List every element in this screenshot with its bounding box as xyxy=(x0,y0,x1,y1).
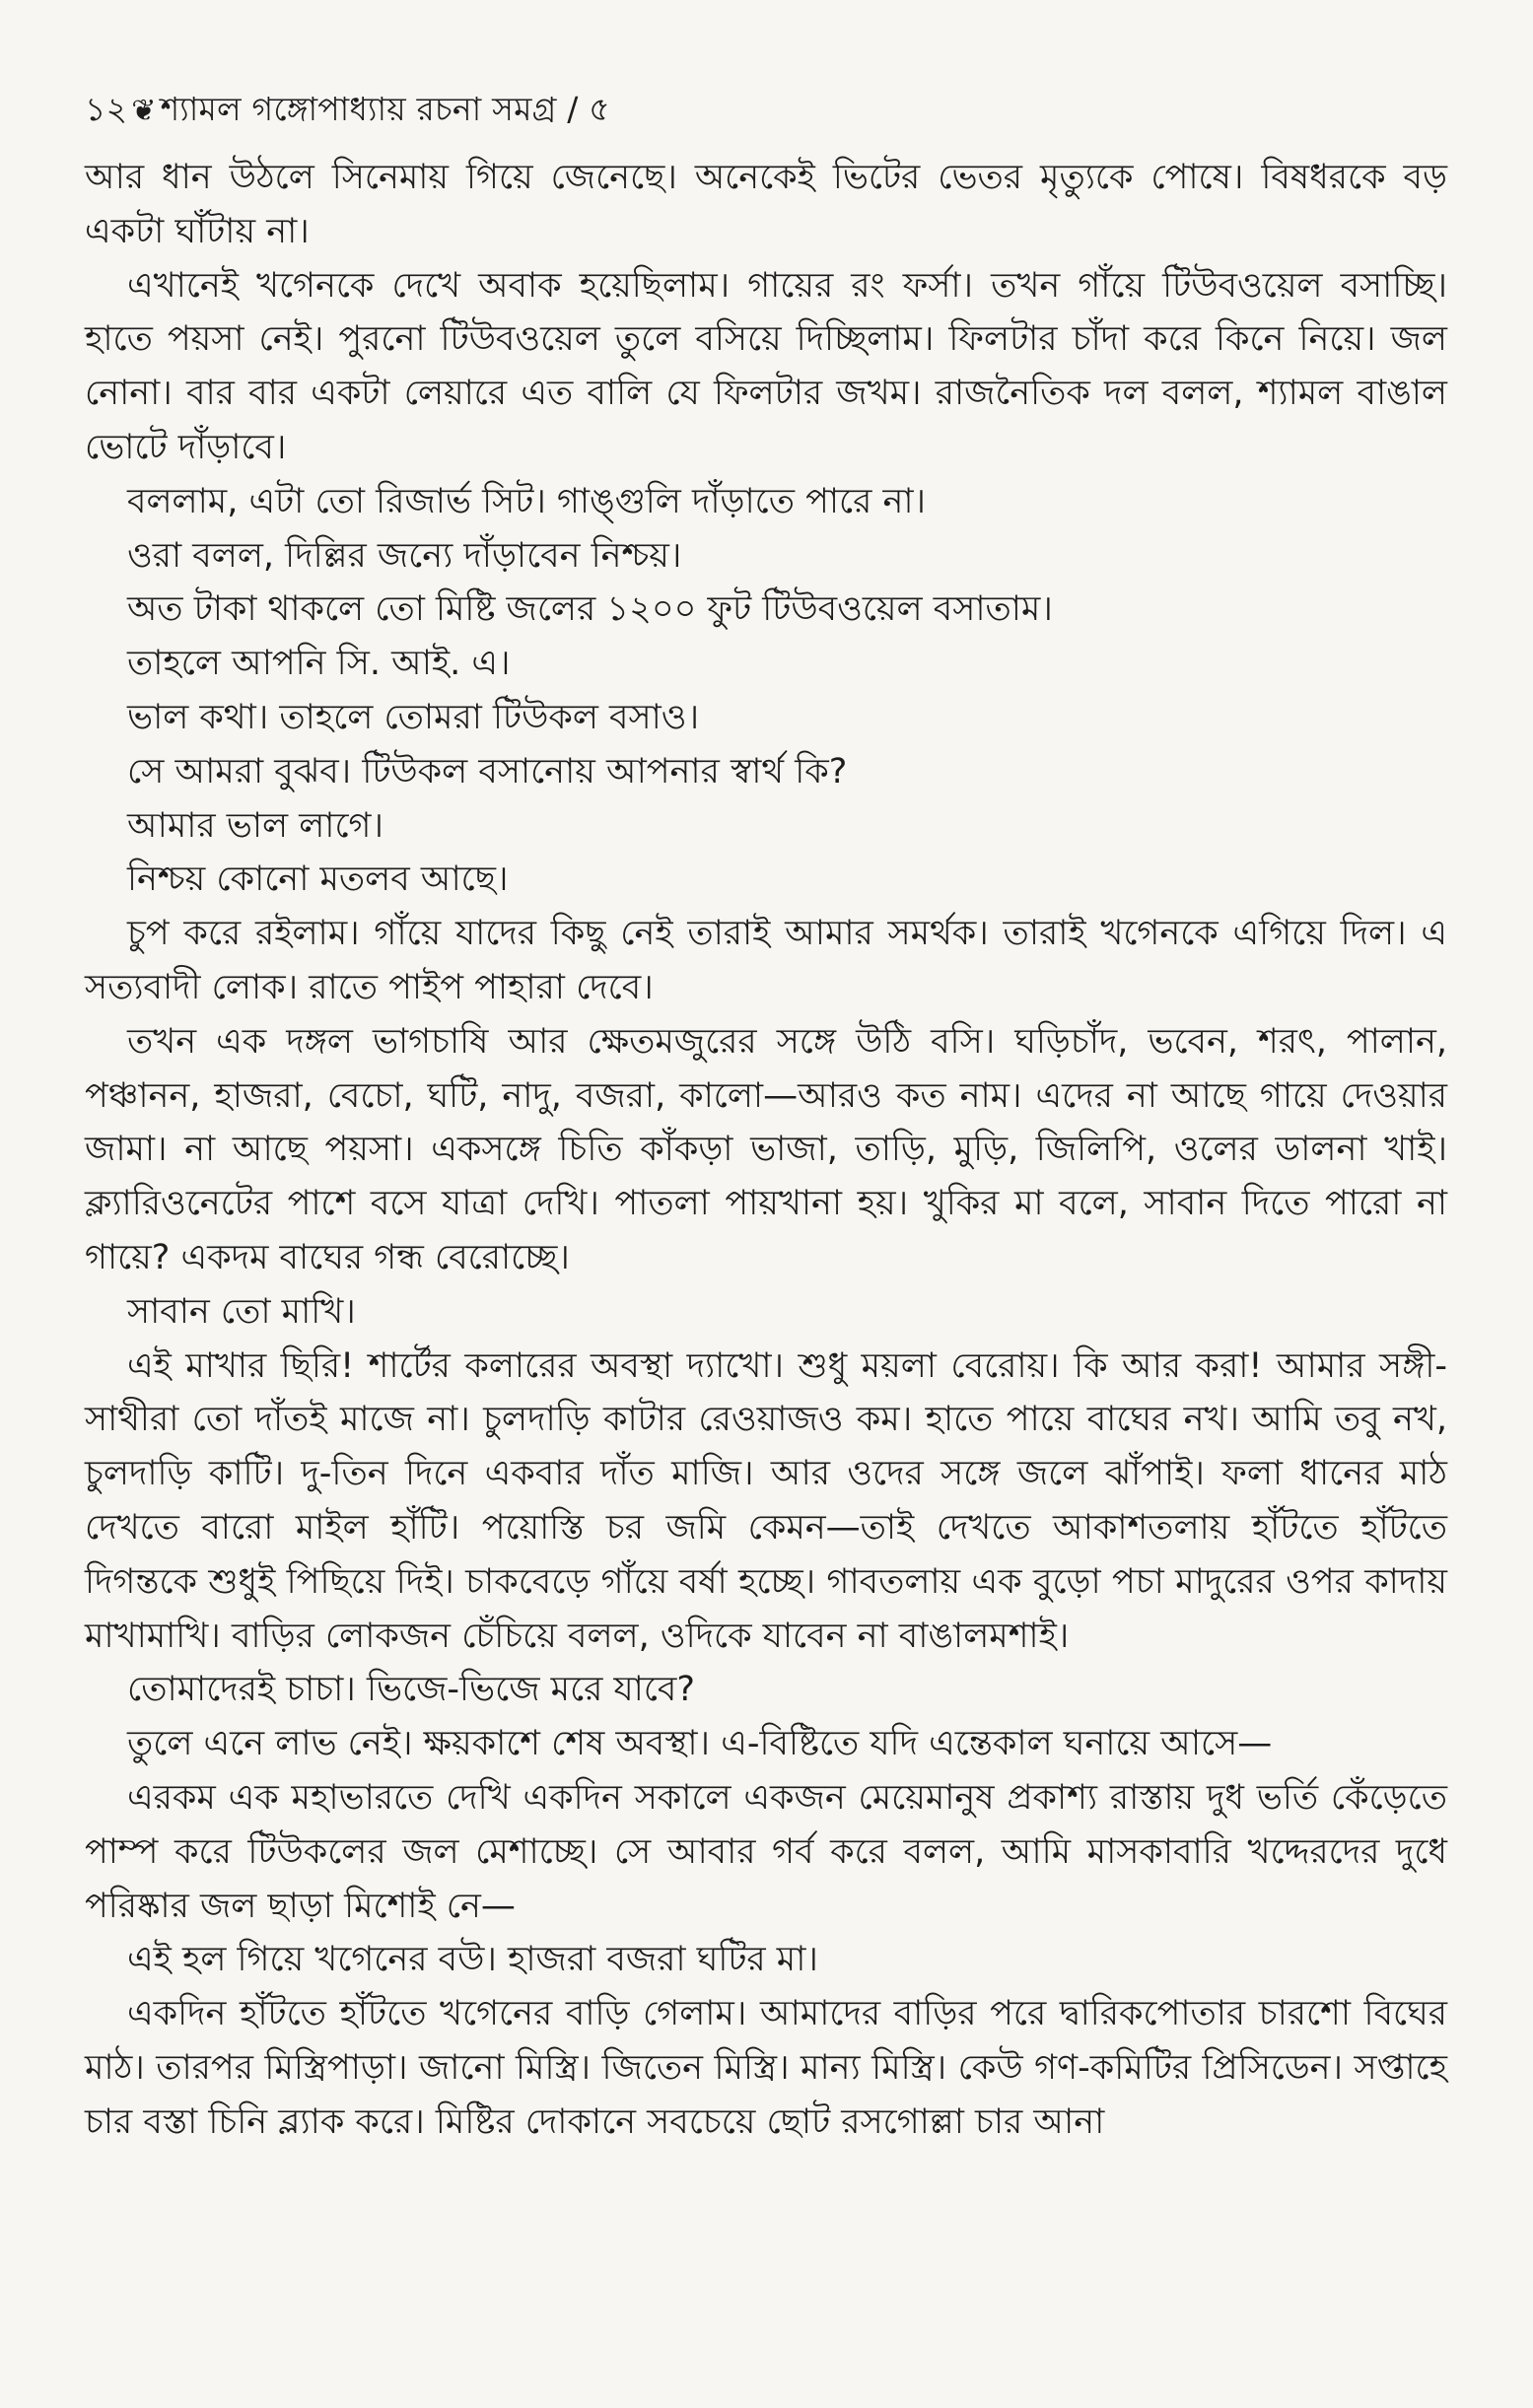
paragraph: চুপ করে রইলাম। গাঁয়ে যাদের কিছু নেই তারাই আমার সমর্থক। তারাই খগেনকে এগিয়ে দিল। এ সত্যবাদী লোক। রাতে পাইপ পাহারা দেবে। xyxy=(85,914,1447,1007)
paragraph: তোমাদেরই চাচা। ভিজে-ভিজে মরে যাবে? xyxy=(127,1670,695,1710)
paragraph: ওরা বলল, দিল্লির জন্যে দাঁড়াবেন নিশ্চয়। xyxy=(127,535,682,576)
paragraph: একদিন হাঁটতে হাঁটতে খগেনের বাড়ি গেলাম। আমাদের বাড়ির পরে দ্বারিকপোতার চারশো বিঘের মাঠ। তারপর মিস্ত্রিপাড়া। জানো মিস্ত্রি। জিতেন মিস্ত্রি। মান্য মিস্ত্রি। কেউ গণ-কমিটির প্রিসিডেন। সপ্তাহে চার বস্তা চিনি ব্ল্যাক করে। মিষ্টির দোকানে সবচেয়ে ছোট রসগোল্লা চার আনা xyxy=(85,1994,1447,2142)
paragraph: নিশ্চয় কোনো মতলব আছে। xyxy=(127,860,509,900)
paragraph: আর ধান উঠলে সিনেমায় গিয়ে জেনেছে। অনেকেই ভিটের ভেতর মৃত্যুকে পোষে। বিষধরকে বড় একটা ঘাঁটায় না। xyxy=(85,158,1447,251)
paragraph: অত টাকা থাকলে তো মিষ্টি জলের ১২০০ ফুট টিউবওয়েল বসাতাম। xyxy=(127,589,1053,630)
paragraph: এরকম এক মহাভারতে দেখি একদিন সকালে একজন মেয়েমানুষ প্রকাশ্য রাস্তায় দুধ ভর্তি কেঁড়েতে পাম্প করে টিউকলের জল মেশাচ্ছে। সে আবার গর্ব করে বলল, আমি মাসকাবারি খদ্দেরদের দুধে পরিষ্কার জল ছাড়া মিশোই নে— xyxy=(85,1777,1447,1926)
paragraph: সাবান তো মাখি। xyxy=(127,1291,356,1332)
paragraph: ভাল কথা। তাহলে তোমরা টিউকল বসাও। xyxy=(127,697,700,737)
paragraph: তুলে এনে লাভ নেই। ক্ষয়কাশে শেষ অবস্থা। এ-বিষ্টিতে যদি এন্তেকাল ঘনায়ে আসে— xyxy=(127,1724,1273,1764)
paragraph: এই হল গিয়ে খগেনের বউ। হাজরা বজরা ঘটির মা। xyxy=(127,1940,818,1980)
body-text xyxy=(85,151,1447,2149)
paragraph: তখন এক দঙ্গল ভাগচাষি আর ক্ষেতমজুরের সঙ্গে উঠি বসি। ঘড়িচাঁদ, ভবেন, শরৎ, পালান, পঞ্চানন, হাজরা, বেচো, ঘটি, নাদু, বজরা, কালো—আরও কত নাম। এদের না আছে গায়ে দেওয়ার জামা। না আছে পয়সা। একসঙ্গে চিতি কাঁকড়া ভাজা, তাড়ি, মুড়ি, জিলিপি, ওলের ডালনা খাই। ক্ল্যারিওনেটের পাশে বসে যাত্রা দেখি। পাতলা পায়খানা হয়। খুকির মা বলে, সাবান দিতে পারো না গায়ে? একদম বাঘের গন্ধ বেরোচ্ছে। xyxy=(85,1021,1447,1277)
page-number: ১২ xyxy=(85,90,128,128)
running-title: শ্যামল গঙ্গোপাধ্যায় রচনা সমগ্র / ৫ xyxy=(160,90,610,128)
paragraph: বললাম, এটা তো রিজার্ভ সিট। গাঙ্গুলি দাঁড়াতে পারে না। xyxy=(127,481,927,521)
paragraph: এখানেই খগেনকে দেখে অবাক হয়েছিলাম। গায়ের রং ফর্সা। তখন গাঁয়ে টিউবওয়েল বসাচ্ছি। হাতে পয়সা নেই। পুরনো টিউবওয়েল তুলে বসিয়ে দিচ্ছিলাম। ফিলটার চাঁদা করে কিনে নিয়ে। জল নোনা। বার বার একটা লেয়ারে এত বালি যে ফিলটার জখম। রাজনৈতিক দল বলল, শ্যামল বাঙাল ভোটে দাঁড়াবে। xyxy=(85,265,1447,467)
paragraph: তাহলে আপনি সি. আই. এ। xyxy=(127,644,511,684)
paragraph: এই মাখার ছিরি! শার্টের কলারের অবস্থা দ্যাখো। শুধু ময়লা বেরোয়। কি আর করা! আমার সঙ্গী-সাথীরা তো দাঁতই মাজে না। চুলদাড়ি কাটার রেওয়াজও কম। হাতে পায়ে বাঘের নখ। আমি তবু নখ, চুলদাড়ি কাটি। দু-তিন দিনে একবার দাঁত মাজি। আর ওদের সঙ্গে জলে ঝাঁপাই। ফলা ধানের মাঠ দেখতে বারো মাইল হাঁটি। পয়োস্তি চর জমি কেমন—তাই দেখতে আকাশতলায় হাঁটতে হাঁটতে দিগন্তকে শুধুই পিছিয়ে দিই। চাকবেড়ে গাঁয়ে বর্ষা হচ্ছে। গাবতলায় এক বুড়ো পচা মাদুরের ওপর কাদায় মাখামাখি। বাড়ির লোকজন চেঁচিয়ে বলল, ওদিকে যাবেন না বাঙালমশাই। xyxy=(85,1345,1447,1656)
leaf-ornament-icon: ❦ xyxy=(131,94,157,128)
running-header xyxy=(85,85,610,136)
paragraph: সে আমরা বুঝব। টিউকল বসানোয় আপনার স্বার্থ কি? xyxy=(127,751,848,791)
paragraph: আমার ভাল লাগে। xyxy=(127,805,383,846)
